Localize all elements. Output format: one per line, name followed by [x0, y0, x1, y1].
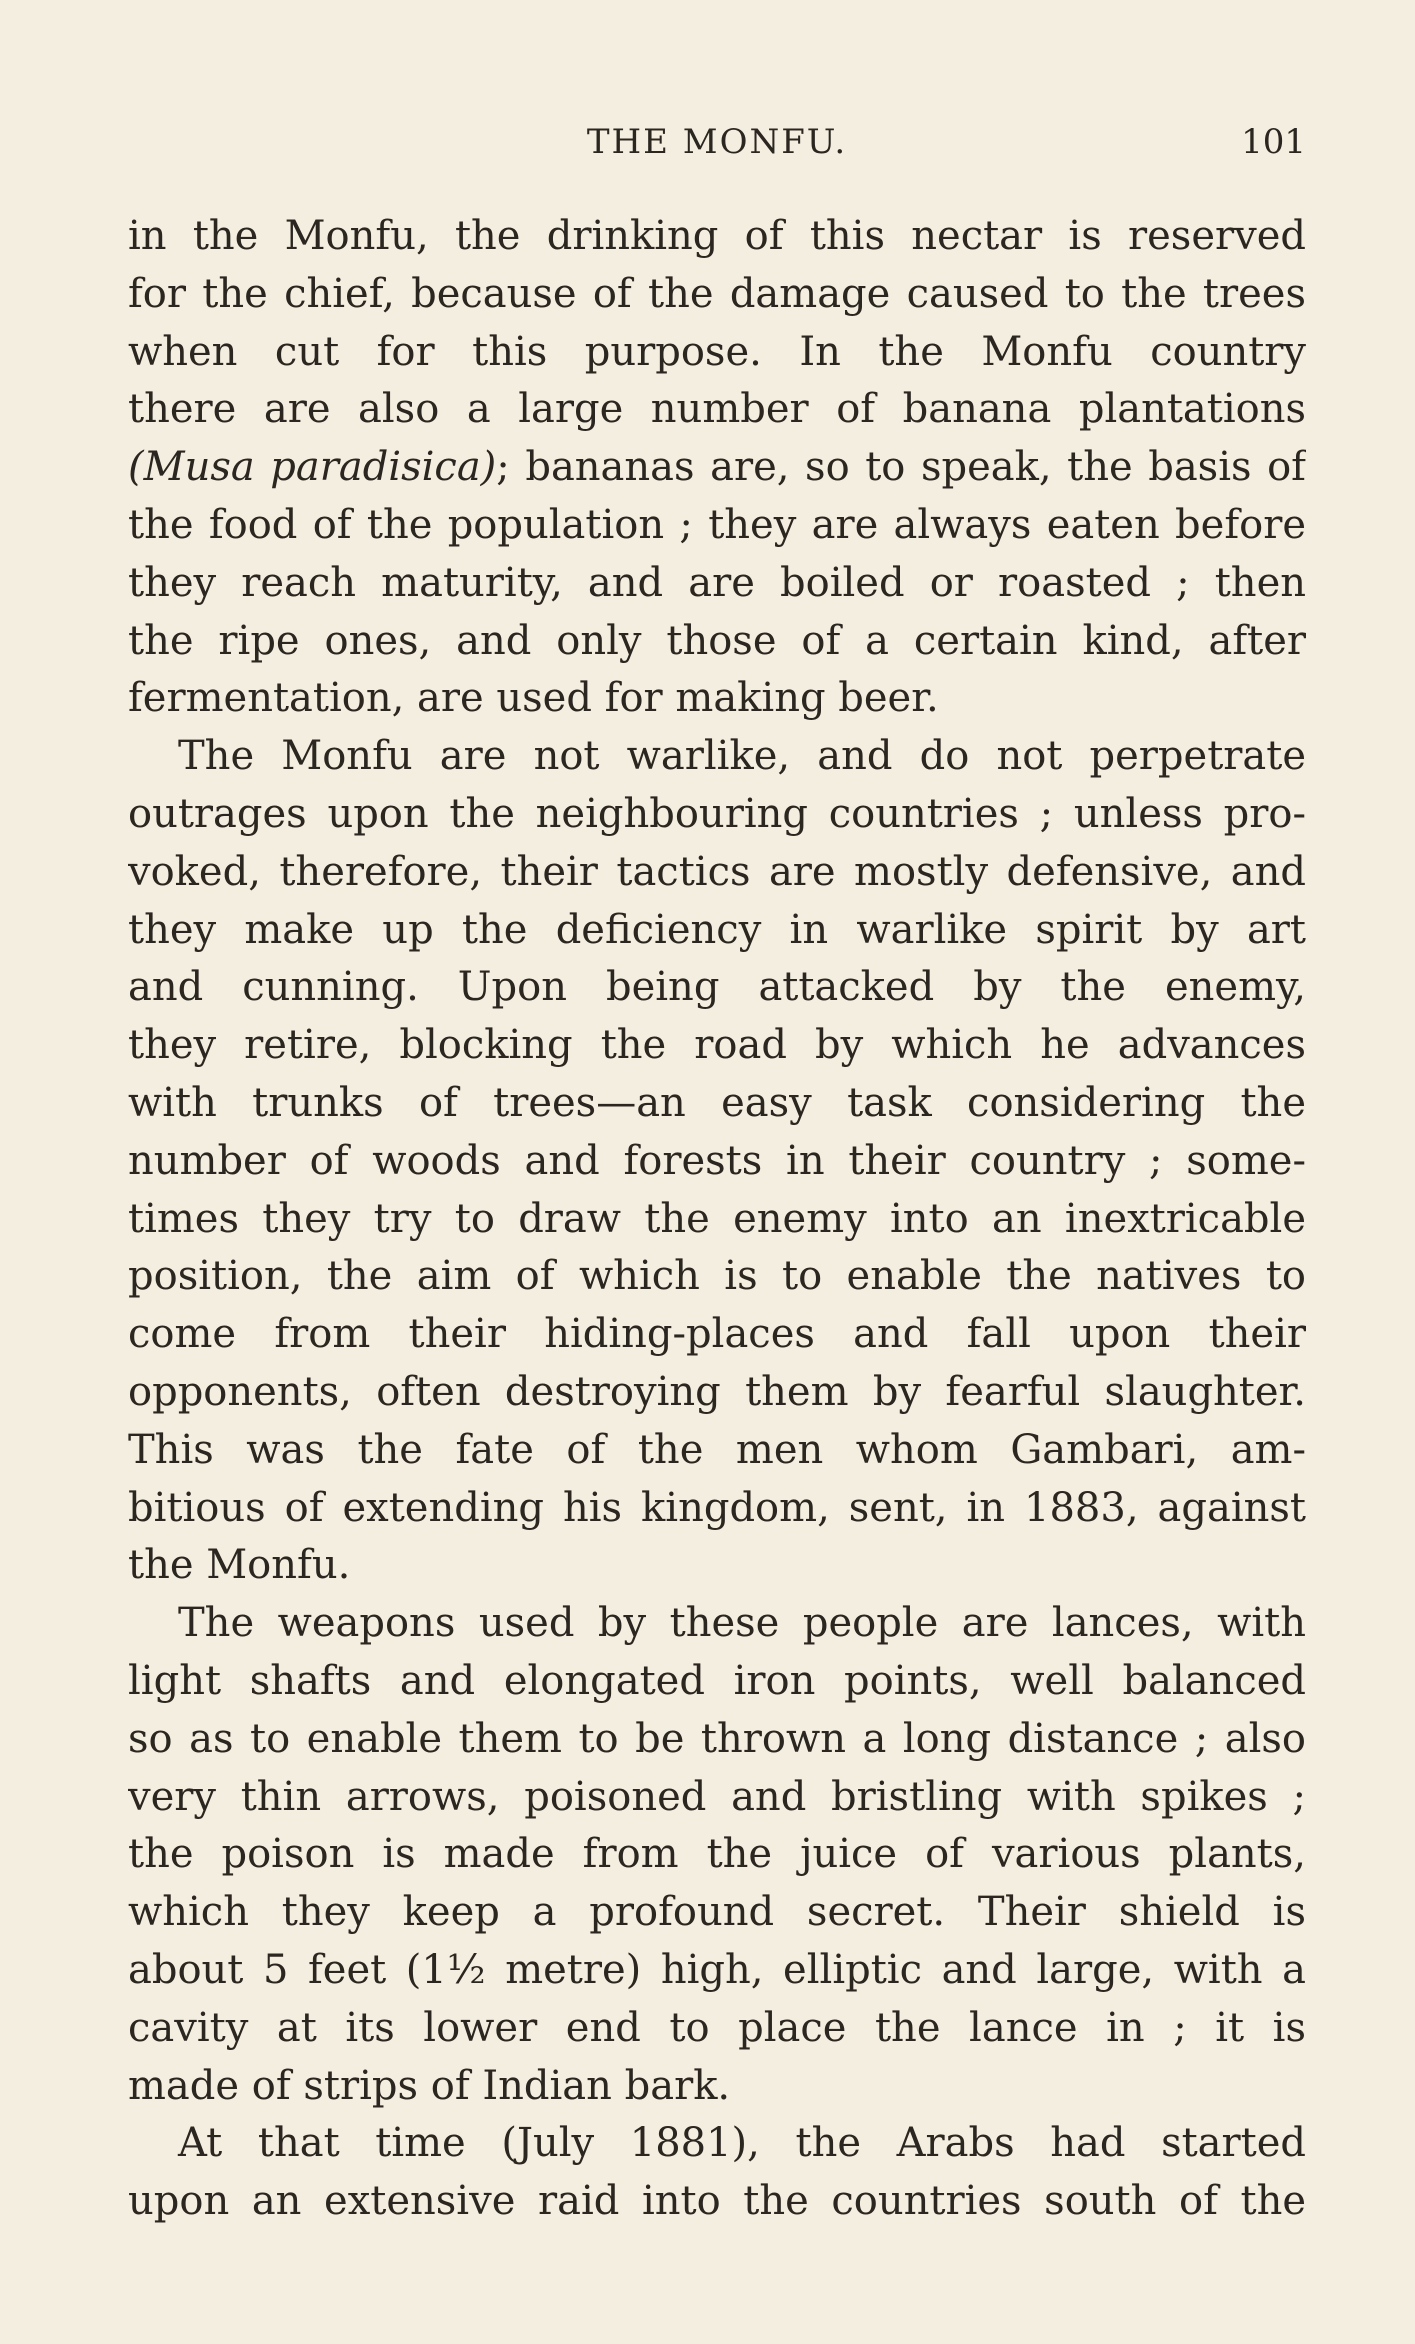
- paragraph-start-line: At that time (July 1881), the Arabs had started: [178, 2120, 1306, 2167]
- text-line: they reach maturity, and are boiled or roasted ; then: [128, 559, 1306, 606]
- text-line: the ripe ones, and only those of a certain kind, after: [128, 617, 1306, 664]
- text-line: about 5 feet (1½ metre) high, elliptic and large, with a: [128, 1946, 1306, 1993]
- text-line: they make up the deficiency in warlike spirit by art: [128, 906, 1306, 953]
- text-line: made of strips of Indian bark.: [128, 2062, 731, 2109]
- text-line: fermentation, are used for making beer.: [128, 675, 939, 722]
- text-line: voked, therefore, their tactics are mostly defensive, and: [128, 848, 1306, 895]
- text-line: bitious of extending his kingdom, sent, in 1883, against: [128, 1484, 1306, 1531]
- text-line: with trunks of trees—an easy task considering the: [128, 1079, 1306, 1126]
- paragraph-start-line: The weapons used by these people are lances, with: [178, 1600, 1306, 1647]
- text-line: upon an extensive raid into the countries south of the: [128, 2178, 1306, 2225]
- text-line: [128, 439, 1306, 497]
- body-text: [128, 208, 1306, 2231]
- text-line: which they keep a profound secret. Their shield is: [128, 1889, 1306, 1936]
- text-line: they retire, blocking the road by which he advances: [128, 1022, 1306, 1069]
- text-line: so as to enable them to be thrown a long distance ; also: [128, 1715, 1306, 1762]
- text-line: the Monfu.: [128, 1542, 351, 1589]
- text-line: This was the fate of the men whom Gambari, am-: [128, 1426, 1306, 1473]
- text-line: come from their hiding-places and fall upon their: [128, 1311, 1306, 1358]
- text-line: outrages upon the neighbouring countries ; unless pro-: [128, 790, 1306, 837]
- running-title: THE MONFU.: [586, 122, 848, 162]
- page-number: 101: [1241, 122, 1306, 162]
- paragraph-start-line: The Monfu are not warlike, and do not perpetrate: [178, 733, 1306, 780]
- text-line: light shafts and elongated iron points, well balanced: [128, 1657, 1306, 1704]
- text-line: and cunning. Upon being attacked by the enemy,: [128, 964, 1306, 1011]
- text-line: there are also a large number of banana plantations: [128, 386, 1306, 433]
- text-line: opponents, often destroying them by fearful slaughter.: [128, 1368, 1306, 1415]
- text-line: very thin arrows, poisoned and bristling with spikes ;: [128, 1773, 1306, 1820]
- text-line: position, the aim of which is to enable the natives to: [128, 1253, 1306, 1300]
- text-line: cavity at its lower end to place the lance in ; it is: [128, 2004, 1306, 2051]
- text-line: times they try to draw the enemy into an inextricable: [128, 1195, 1306, 1242]
- text-line: in the Monfu, the drinking of this nectar is reserved: [128, 213, 1306, 259]
- species-name: (Musa paradisica): [128, 444, 497, 491]
- text-line: for the chief, because of the damage caused to the trees: [128, 270, 1306, 317]
- text-line-rest: ; bananas are, so to speak, the basis of: [496, 444, 1306, 491]
- text-line: when cut for this purpose. In the Monfu country: [128, 328, 1306, 375]
- running-head: [128, 122, 1306, 170]
- text-line: the poison is made from the juice of various plants,: [128, 1831, 1306, 1878]
- text-line: the food of the population ; they are always eaten before: [128, 501, 1306, 548]
- text-line: number of woods and forests in their country ; some-: [128, 1137, 1306, 1184]
